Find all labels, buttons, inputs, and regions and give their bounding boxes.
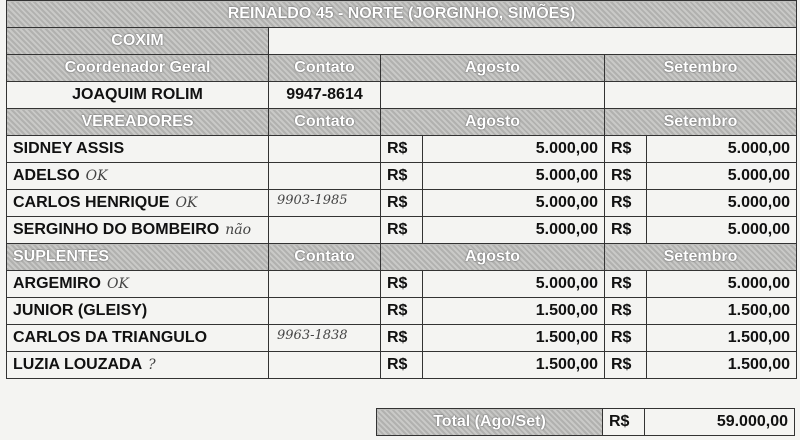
suplentes-header: SUPLENTES <box>7 244 269 271</box>
row-name: ADELSO <box>13 167 80 184</box>
handwritten-contact: 9963-1838 <box>277 328 348 343</box>
september-amount: 5.000,00 <box>647 217 797 244</box>
row-name: ARGEMIRO <box>13 275 101 292</box>
currency-symbol: R$ <box>381 325 423 352</box>
currency-symbol: R$ <box>605 352 647 379</box>
vereadores-august-header: Agosto <box>381 109 605 136</box>
payment-table <box>6 0 797 379</box>
currency-symbol: R$ <box>605 298 647 325</box>
august-amount: 1.500,00 <box>423 298 605 325</box>
vereadores-header: VEREADORES <box>7 109 269 136</box>
handwritten-note: OK <box>107 276 129 292</box>
august-amount: 5.000,00 <box>423 163 605 190</box>
table-row <box>7 163 797 190</box>
table-row <box>7 136 797 163</box>
handwritten-note: ? <box>148 357 156 373</box>
september-amount: 5.000,00 <box>647 163 797 190</box>
row-name: CARLOS DA TRIANGULO <box>13 329 208 346</box>
row-name: LUZIA LOUZADA <box>13 356 143 373</box>
coordinator-role-header: Coordenador Geral <box>7 55 269 82</box>
city-header: COXIM <box>7 28 269 55</box>
currency-symbol: R$ <box>381 352 423 379</box>
september-amount: 5.000,00 <box>647 136 797 163</box>
september-amount: 5.000,00 <box>647 271 797 298</box>
currency-symbol: R$ <box>605 190 647 217</box>
august-amount: 1.500,00 <box>423 325 605 352</box>
table-row <box>7 298 797 325</box>
august-amount: 5.000,00 <box>423 217 605 244</box>
total-currency: R$ <box>603 409 645 436</box>
document-title: REINALDO 45 - NORTE (JORGINHO, SIMÕES) <box>7 1 797 28</box>
coordinator-name: JOAQUIM ROLIM <box>7 82 269 109</box>
coordinator-september-header: Setembro <box>605 55 797 82</box>
handwritten-contact: 9903-1985 <box>277 193 348 208</box>
handwritten-note: OK <box>85 168 108 184</box>
currency-symbol: R$ <box>381 163 423 190</box>
row-name: CARLOS HENRIQUE <box>13 194 170 211</box>
currency-symbol: R$ <box>381 217 423 244</box>
september-amount: 1.500,00 <box>647 352 797 379</box>
august-amount: 1.500,00 <box>423 352 605 379</box>
city-blank-cell <box>269 28 797 55</box>
currency-symbol: R$ <box>605 163 647 190</box>
coordinator-contact-header: Contato <box>269 55 381 82</box>
coordinator-august-header: Agosto <box>381 55 605 82</box>
total-table <box>376 408 795 436</box>
vereadores-contact-header: Contato <box>269 109 381 136</box>
row-name: SIDNEY ASSIS <box>13 140 125 157</box>
handwritten-note: não <box>225 222 252 238</box>
vereadores-september-header: Setembro <box>605 109 797 136</box>
coordinator-phone: 9947-8614 <box>269 82 381 109</box>
table-row <box>7 325 797 352</box>
september-amount: 1.500,00 <box>647 325 797 352</box>
total-label: Total (Ago/Set) <box>377 409 603 436</box>
currency-symbol: R$ <box>381 136 423 163</box>
suplentes-september-header: Setembro <box>605 244 797 271</box>
suplentes-contact-header: Contato <box>269 244 381 271</box>
september-amount: 5.000,00 <box>647 190 797 217</box>
currency-symbol: R$ <box>605 271 647 298</box>
currency-symbol: R$ <box>605 325 647 352</box>
payment-sheet <box>6 0 796 379</box>
coordinator-september-cell <box>605 82 797 109</box>
suplentes-august-header: Agosto <box>381 244 605 271</box>
coordinator-august-cell <box>381 82 605 109</box>
row-name: SERGINHO DO BOMBEIRO <box>13 221 220 238</box>
august-amount: 5.000,00 <box>423 271 605 298</box>
currency-symbol: R$ <box>381 271 423 298</box>
september-amount: 1.500,00 <box>647 298 797 325</box>
table-row <box>7 217 797 244</box>
august-amount: 5.000,00 <box>423 136 605 163</box>
handwritten-note: OK <box>175 195 198 211</box>
currency-symbol: R$ <box>605 136 647 163</box>
currency-symbol: R$ <box>381 190 423 217</box>
table-row <box>7 190 797 217</box>
row-name: JUNIOR (GLEISY) <box>13 302 148 319</box>
total-value: 59.000,00 <box>645 409 795 436</box>
table-row <box>7 352 797 379</box>
august-amount: 5.000,00 <box>423 190 605 217</box>
currency-symbol: R$ <box>381 298 423 325</box>
table-row <box>7 271 797 298</box>
currency-symbol: R$ <box>605 217 647 244</box>
